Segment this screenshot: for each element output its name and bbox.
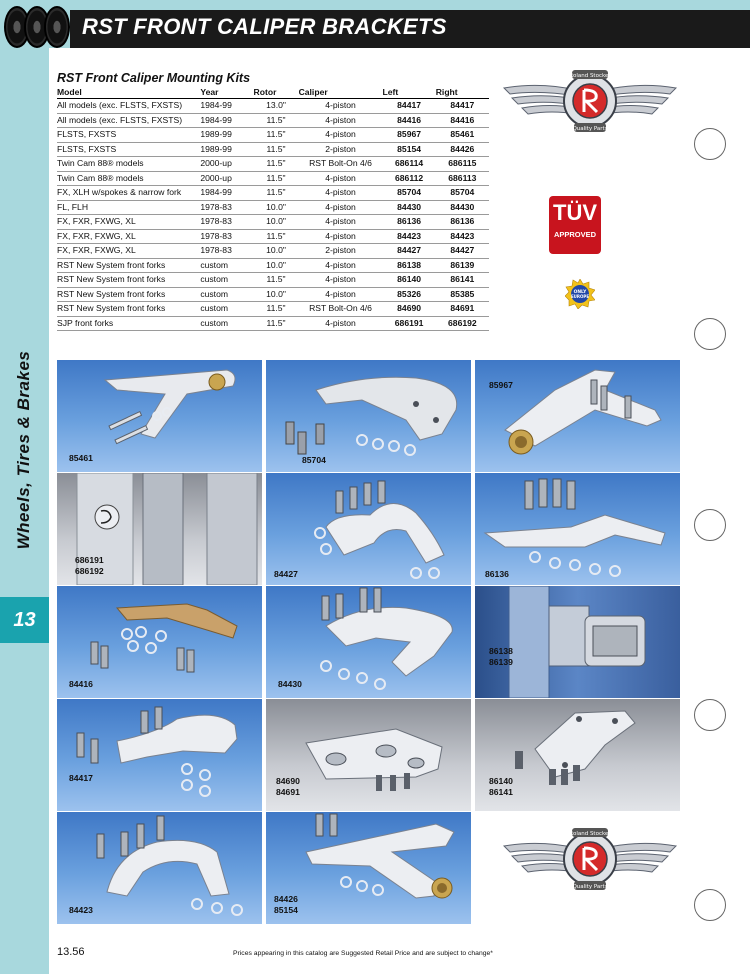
table-row <box>57 186 489 201</box>
cell-left-part: 84423 <box>383 229 436 244</box>
binder-hole <box>694 699 726 731</box>
product-photo[interactable] <box>57 812 262 924</box>
cell-caliper: 4-piston <box>299 273 383 288</box>
table-row <box>57 200 489 215</box>
cell-right-part: 686192 <box>436 316 489 331</box>
binder-hole <box>694 128 726 160</box>
photo-part-number: 84416 <box>69 679 93 689</box>
photo-part-number: 84690 <box>276 776 300 786</box>
cell-rotor: 11.5" <box>254 128 299 143</box>
photo-part-number: 84427 <box>274 569 298 579</box>
cell-rotor: 10.0" <box>254 215 299 230</box>
cell-left-part: 84417 <box>383 99 436 114</box>
cell-caliper: 4-piston <box>299 258 383 273</box>
cell-model: All models (exc. FLSTS, FXSTS) <box>57 99 200 114</box>
cell-model: FL, FLH <box>57 200 200 215</box>
tuv-text: TÜV <box>553 200 597 225</box>
cell-left-part: 86136 <box>383 215 436 230</box>
cell-left-part: 86140 <box>383 273 436 288</box>
product-photo[interactable] <box>475 360 680 472</box>
photo-part-number: 84417 <box>69 773 93 783</box>
cell-caliper: 4-piston <box>299 128 383 143</box>
cell-left-part: 86138 <box>383 258 436 273</box>
cell-right-part: 85704 <box>436 186 489 201</box>
photo-part-number: 86139 <box>489 657 513 667</box>
cell-rotor: 11.5" <box>254 171 299 186</box>
table-row <box>57 302 489 317</box>
product-photo[interactable] <box>266 586 471 698</box>
cell-year: 1978-83 <box>200 215 253 230</box>
photo-part-number: 686192 <box>75 566 104 576</box>
chapter-tab[interactable]: 13 <box>0 597 49 643</box>
table-row <box>57 157 489 172</box>
product-photo[interactable] <box>266 473 471 585</box>
cell-year: 1984-99 <box>200 186 253 201</box>
cell-right-part: 86139 <box>436 258 489 273</box>
cell-left-part: 686112 <box>383 171 436 186</box>
product-photo[interactable] <box>57 473 262 585</box>
cell-right-part: 686113 <box>436 171 489 186</box>
product-photo[interactable] <box>266 699 471 811</box>
cell-caliper: 4-piston <box>299 99 383 114</box>
binder-hole <box>694 318 726 350</box>
cell-rotor: 13.0" <box>254 99 299 114</box>
cell-model: SJP front forks <box>57 316 200 331</box>
photo-part-number: 85967 <box>489 380 513 390</box>
binder-hole <box>694 509 726 541</box>
kits-table <box>57 86 489 331</box>
cell-rotor: 11.5" <box>254 157 299 172</box>
cell-year: custom <box>200 273 253 288</box>
section-label: Wheels, Tires & Brakes <box>14 350 33 550</box>
cell-caliper: 4-piston <box>299 186 383 201</box>
cell-left-part: 85967 <box>383 128 436 143</box>
cell-rotor: 10.0" <box>254 200 299 215</box>
col-model: Model <box>57 86 200 99</box>
cell-model: FX, XLH w/spokes & narrow fork <box>57 186 200 201</box>
cell-model: FX, FXR, FXWG, XL <box>57 229 200 244</box>
cell-right-part: 686115 <box>436 157 489 172</box>
cell-caliper: 4-piston <box>299 316 383 331</box>
cell-caliper: RST Bolt-On 4/6 <box>299 157 383 172</box>
cell-model: Twin Cam 88® models <box>57 171 200 186</box>
table-row <box>57 142 489 157</box>
only-europe-badge <box>565 279 595 309</box>
photo-part-number: 85704 <box>302 455 326 465</box>
table-row <box>57 128 489 143</box>
cell-right-part: 85461 <box>436 128 489 143</box>
cell-left-part: 85704 <box>383 186 436 201</box>
cell-year: 1989-99 <box>200 128 253 143</box>
cell-year: 2000-up <box>200 171 253 186</box>
product-photo[interactable] <box>266 812 471 924</box>
cell-caliper: 2-piston <box>299 142 383 157</box>
cell-right-part: 84417 <box>436 99 489 114</box>
cell-right-part: 84426 <box>436 142 489 157</box>
product-photo[interactable] <box>57 360 262 472</box>
cell-year: custom <box>200 258 253 273</box>
cell-rotor: 10.0" <box>254 244 299 259</box>
cell-caliper: 4-piston <box>299 200 383 215</box>
cell-left-part: 85326 <box>383 287 436 302</box>
cell-caliper: 4-piston <box>299 113 383 128</box>
product-photo[interactable] <box>266 360 471 472</box>
photo-part-number: 85461 <box>69 453 93 463</box>
cell-rotor: 10.0" <box>254 287 299 302</box>
cell-model: FLSTS, FXSTS <box>57 128 200 143</box>
cell-caliper: RST Bolt-On 4/6 <box>299 302 383 317</box>
roland-stocker-logo <box>500 826 680 892</box>
col-year: Year <box>200 86 253 99</box>
table-header-row <box>57 86 489 99</box>
photo-part-number: 85154 <box>274 905 298 915</box>
logo-brand-text: Roland Stocker <box>569 831 611 837</box>
col-right: Right <box>436 86 489 99</box>
approved-text: APPROVED <box>553 230 597 239</box>
product-photo[interactable] <box>475 473 680 585</box>
cell-right-part: 84423 <box>436 229 489 244</box>
cell-right-part: 84416 <box>436 113 489 128</box>
page-number: 13.56 <box>57 946 85 958</box>
cell-right-part: 85385 <box>436 287 489 302</box>
cell-right-part: 84430 <box>436 200 489 215</box>
col-left: Left <box>383 86 436 99</box>
logo-quality-text: Quality Parts <box>572 884 608 890</box>
logo-brand-text: Roland Stocker <box>569 73 611 79</box>
price-disclaimer: Prices appearing in this catalog are Suggested Retail Price and are subject to change* <box>233 950 493 957</box>
product-photo[interactable] <box>57 586 262 698</box>
cell-model: FLSTS, FXSTS <box>57 142 200 157</box>
table-row <box>57 215 489 230</box>
cell-left-part: 84416 <box>383 113 436 128</box>
page-title: RST FRONT CALIPER BRACKETS <box>82 14 447 39</box>
table-title: RST Front Caliper Mounting Kits <box>57 71 251 85</box>
cell-model: Twin Cam 88® models <box>57 157 200 172</box>
cell-rotor: 11.5" <box>254 142 299 157</box>
cell-year: 1978-83 <box>200 200 253 215</box>
cell-right-part: 84427 <box>436 244 489 259</box>
cell-caliper: 4-piston <box>299 229 383 244</box>
cell-year: 1978-83 <box>200 229 253 244</box>
cell-rotor: 11.5" <box>254 229 299 244</box>
cell-model: FX, FXR, FXWG, XL <box>57 215 200 230</box>
binder-hole <box>694 889 726 921</box>
cell-left-part: 84427 <box>383 244 436 259</box>
cell-right-part: 86141 <box>436 273 489 288</box>
cell-caliper: 2-piston <box>299 244 383 259</box>
cell-year: 2000-up <box>200 157 253 172</box>
cell-caliper: 4-piston <box>299 171 383 186</box>
cell-rotor: 11.5" <box>254 273 299 288</box>
photo-part-number: 84430 <box>278 679 302 689</box>
tire-icon <box>44 6 70 48</box>
table-row <box>57 171 489 186</box>
cell-model: FX, FXR, FXWG, XL <box>57 244 200 259</box>
cell-left-part: 84430 <box>383 200 436 215</box>
col-caliper: Caliper <box>299 86 383 99</box>
photo-part-number: 86136 <box>485 569 509 579</box>
table-row <box>57 316 489 331</box>
table-row <box>57 287 489 302</box>
product-photo[interactable] <box>57 699 262 811</box>
table-row <box>57 113 489 128</box>
cell-left-part: 686114 <box>383 157 436 172</box>
photo-part-number: 84426 <box>274 894 298 904</box>
table-row <box>57 244 489 259</box>
photo-part-number: 686191 <box>75 555 104 565</box>
cell-model: RST New System front forks <box>57 258 200 273</box>
cell-year: 1984-99 <box>200 113 253 128</box>
product-photo[interactable] <box>475 699 680 811</box>
photo-part-number: 86138 <box>489 646 513 656</box>
cell-caliper: 4-piston <box>299 215 383 230</box>
table-row <box>57 99 489 114</box>
cell-year: custom <box>200 316 253 331</box>
cell-model: RST New System front forks <box>57 302 200 317</box>
cell-model: RST New System front forks <box>57 273 200 288</box>
only-text: ONLY <box>573 290 587 295</box>
cell-model: RST New System front forks <box>57 287 200 302</box>
cell-rotor: 11.5" <box>254 186 299 201</box>
logo-quality-text: Quality Parts <box>572 126 608 132</box>
photo-part-number: 84423 <box>69 905 93 915</box>
cell-right-part: 86136 <box>436 215 489 230</box>
cell-rotor: 11.5" <box>254 316 299 331</box>
roland-stocker-logo <box>500 68 680 134</box>
cell-model: All models (exc. FLSTS, FXSTS) <box>57 113 200 128</box>
table-row <box>57 273 489 288</box>
photo-part-number: 86141 <box>489 787 513 797</box>
cell-rotor: 10.0" <box>254 258 299 273</box>
photo-part-number: 84691 <box>276 787 300 797</box>
cell-year: custom <box>200 287 253 302</box>
cell-year: 1978-83 <box>200 244 253 259</box>
cell-right-part: 84691 <box>436 302 489 317</box>
table-row <box>57 258 489 273</box>
product-photo[interactable] <box>475 586 680 698</box>
cell-left-part: 84690 <box>383 302 436 317</box>
col-rotor: Rotor <box>254 86 299 99</box>
cell-left-part: 686191 <box>383 316 436 331</box>
cell-rotor: 11.5" <box>254 113 299 128</box>
cell-left-part: 85154 <box>383 142 436 157</box>
cell-caliper: 4-piston <box>299 287 383 302</box>
table-row <box>57 229 489 244</box>
tuv-approved-badge <box>549 196 601 254</box>
cell-year: custom <box>200 302 253 317</box>
europe-text: EUROPE <box>570 294 590 299</box>
photo-part-number: 86140 <box>489 776 513 786</box>
cell-year: 1989-99 <box>200 142 253 157</box>
cell-rotor: 11.5" <box>254 302 299 317</box>
cell-year: 1984-99 <box>200 99 253 114</box>
